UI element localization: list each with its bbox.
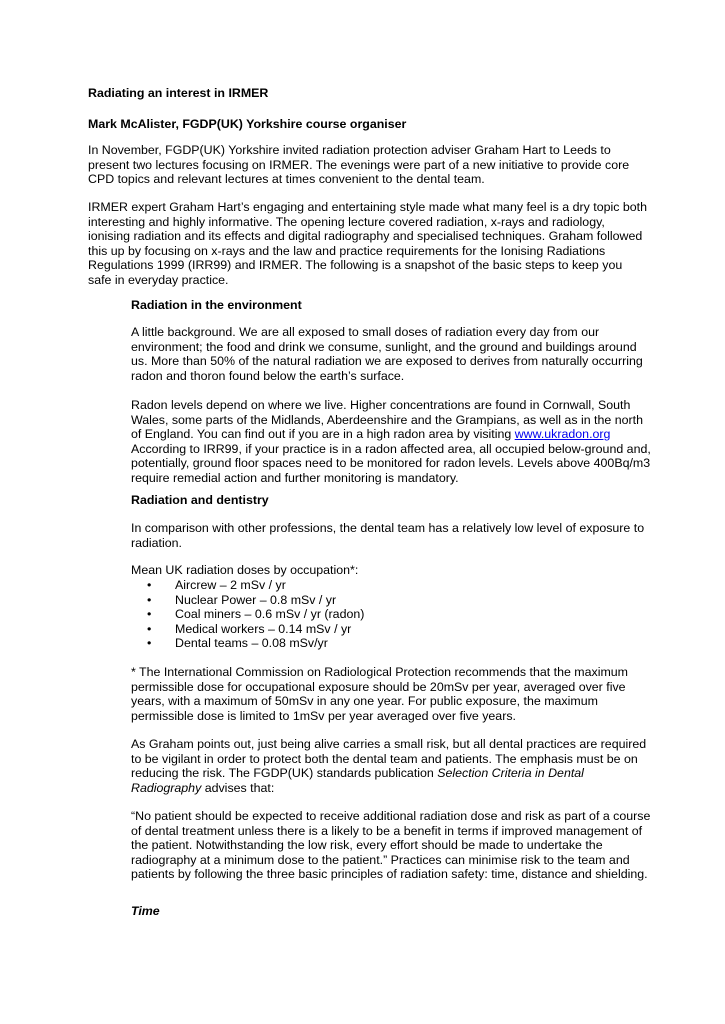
environment-paragraph-2 [131, 398, 651, 485]
section-heading-dentistry: Radiation and dentistry [131, 493, 269, 507]
list-item: • Dental teams – 0.08 mSv/yr [147, 636, 328, 650]
bullet-icon: • [147, 607, 152, 621]
footnote-paragraph: * The International Commission on Radiological Protection recommends that the maximum permissible dose for occupational exposure should be 20mSv per year, averaged over five years, with a maximum of 50mSv in any one year. For public exposure, the maximum permissible dose is limited to 1mSv per year averaged over five years. [131, 665, 629, 723]
bullet-icon: • [147, 592, 152, 607]
quote-paragraph: “No patient should be expected to receive additional radiation dose and risk as part of a course of dental treatment unless there is a likely to be a benefit in terms if improved management of the patient. Notwithstanding the low risk, every effort should be made to undertake the radiography at a minimum dose to the patient.” Practices can minimise risk to the team and patients by following the three basic principles of radiation safety: time, distance and shielding. [131, 809, 651, 881]
publication-title: Selection Criteria in Dental Radiography [131, 766, 584, 795]
section-heading-time: Time [131, 904, 160, 918]
bullet-icon: • [147, 621, 152, 636]
section-heading-environment: Radiation in the environment [131, 298, 302, 312]
dentistry-paragraph-1: In comparison with other professions, the dental team has a relatively low level of exposure to radiation. [131, 521, 645, 550]
radon-text-after: According to IRR99, if your practice is in a radon affected area, all occupied below-ground and, potentially, ground floor spaces need to be monitored for radon levels. Levels above 400Bq/m3 require remedial action and further monitoring is mandatory. [131, 441, 651, 485]
risk-paragraph: As Graham points out, just being alive carries a small risk, but all dental practices are required to be vigilant in order to protect both the dental team and patients. The emphasis must be on reducing the risk. The FGDP(UK) standards publication Selection Criteria in Dental Radiography advises that: [131, 737, 647, 795]
list-item: • Coal miners – 0.6 mSv / yr (radon) [147, 607, 365, 621]
overview-paragraph: IRMER expert Graham Hart’s engaging and entertaining style made what many feel is a dry topic both interesting and highly informative. The opening lecture covered radiation, x-rays and radiology, ionising radiation and its effects and digital radiography and specialised techniques. Graham followed this up by focusing on x-rays and the law and practice requirements for the Ionising Radiations Regulations 1999 (IRR99) and IRMER. The following is a snapshot of the basic steps to keep you safe in everyday practice. [88, 200, 648, 287]
occupation-dose-list [131, 578, 531, 651]
bullet-icon: • [147, 578, 152, 592]
intro-paragraph: In November, FGDP(UK) Yorkshire invited radiation protection adviser Graham Hart to Leeds to present two lectures focusing on IRMER. The evenings were part of a new initiative to provide core CPD topics and relevant lectures at times convenient to the dental team. [88, 143, 630, 186]
bullet-icon: • [147, 636, 152, 650]
environment-paragraph-1: A little background. We are all exposed to small doses of radiation every day from our environment; the food and drink we consume, sunlight, and the ground and buildings around us. More than 50% of the natural radiation we are exposed to derives from naturally occurring radon and thoron found below the earth’s surface. [131, 325, 643, 383]
occupation-list-intro: Mean UK radiation doses by occupation*: [131, 563, 359, 577]
author-line: Mark McAlister, FGDP(UK) Yorkshire course organiser [88, 117, 407, 131]
radon-text-before: Radon levels depend on where we live. Higher concentrations are found in Cornwall, South Wales, some parts of the Midlands, Aberdeenshire and the Grampians, as well as in the north of England. You can find out if you are in a high radon area by visiting [131, 398, 643, 441]
list-item: • Nuclear Power – 0.8 mSv / yr [147, 592, 337, 607]
article-title: Radiating an interest in IRMER [88, 86, 269, 100]
list-item: • Medical workers – 0.14 mSv / yr [147, 621, 352, 636]
ukradon-link[interactable]: www.ukradon.org [514, 427, 611, 441]
list-item: • Aircrew – 2 mSv / yr [147, 578, 286, 592]
